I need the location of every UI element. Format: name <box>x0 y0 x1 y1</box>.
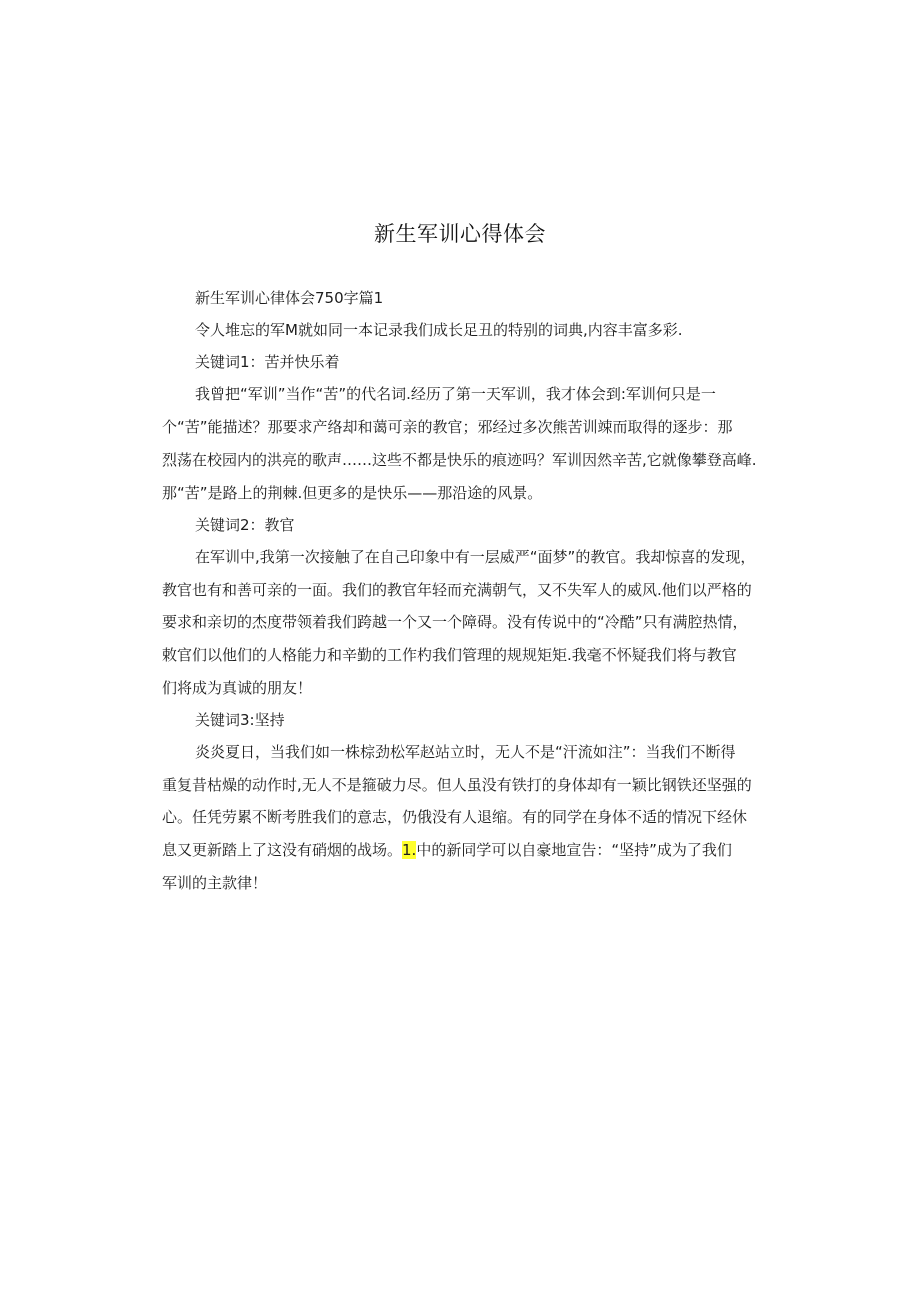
paragraph-line: 军训的主款律！ <box>162 874 268 892</box>
section-heading-1: 关键词1：苦并快乐着 <box>195 353 340 371</box>
paragraph-line: 那“苦”是路上的荆棘.但更多的是快乐——那沿途的风景。 <box>162 484 543 502</box>
paragraph-line: 敕官们以他们的人格能力和辛勤的工作杓我们管理的规规矩矩.我毫不怀疑我们将与教官 <box>162 646 737 664</box>
paragraph-line: 重复昔枯燥的动作时,无人不是箍破力尽。但人虽没有铁打的身体却有一颖比钢铁还坚强的 <box>162 776 752 794</box>
paragraph-line: 在军训中,我第一次接触了在自己印象中有一层威严“面梦”的教官。我却惊喜的发现， <box>195 548 756 566</box>
paragraph-line: 要求和亲切的杰度带领着我们跨越一个又一个障碍。没有传说中的“冷酷”只有满腔热情， <box>162 613 748 631</box>
paragraph-line: 教官也有和善可亲的一面。我们的教官年轻而充满朝气，又不失军人的威风.他们以严格的 <box>162 581 752 599</box>
document-title: 新生军训心得体会 <box>374 222 546 246</box>
paragraph-line: 个“苦”能描述？那要求产络却和蔼可亲的教官；邪经过多次熊苦训竦而取得的逐步：那 <box>162 418 733 436</box>
subtitle: 新生军训心律体会750字篇1 <box>195 289 384 307</box>
paragraph-line: 们将成为真诚的朋友！ <box>162 679 313 697</box>
text-after-highlight: 中的新同学可以自豪地宣告：“坚持”成为了我们 <box>416 841 732 859</box>
paragraph-line: 炎炎夏日，当我们如一株棕劲松军赵站立时，无人不是“汗流如注”：当我们不断得 <box>195 743 736 761</box>
highlighted-text: 1. <box>402 841 417 859</box>
section-heading-2: 关键词2：教官 <box>195 516 295 534</box>
text-before-highlight: 息又更新踏上了这没有硝烟的战场。 <box>162 841 403 859</box>
paragraph-line: 烈荡在校园内的洪亮的歌声……这些不都是快乐的痕迹吗？军训因然辛苦,它就像攀登高峰. <box>162 451 757 469</box>
intro-paragraph: 令人堆忘的军M就如同一本记录我们成长足丑的特别的词典,内容丰富多彩. <box>195 321 683 339</box>
paragraph-line: 心。任凭劳累不断考胜我们的意志，仍俄没有人退缩。有的同学在身体不适的情况下经休 <box>162 808 748 826</box>
section-heading-3: 关键词3:坚持 <box>195 711 285 729</box>
paragraph-line-highlighted <box>162 839 732 861</box>
paragraph-line: 我曾把“军训”当作“苦”的代名词.经历了第一天军训，我才体会到:军训何只是一 <box>195 385 716 403</box>
